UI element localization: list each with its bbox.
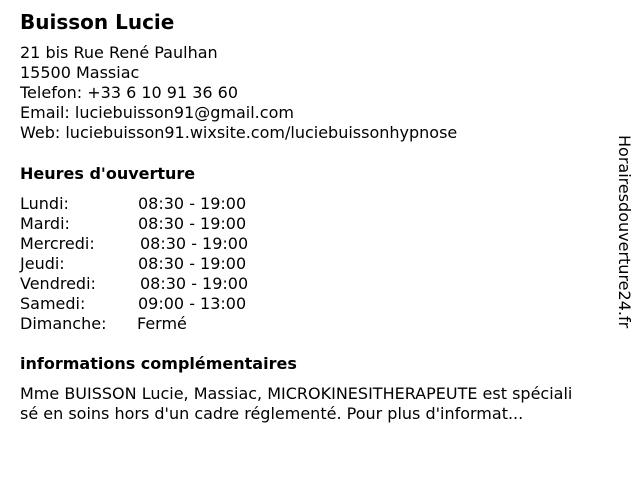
business-name: Buisson Lucie <box>20 10 175 34</box>
day-label: Vendredi: <box>20 274 96 293</box>
website-link[interactable]: Web: luciebuisson91.wixsite.com/luciebuissonhypnose <box>20 123 458 142</box>
info-line: sé en soins hors d'un cadre réglementé. Pour plus d'informat... <box>20 404 524 423</box>
day-label: Lundi: <box>20 194 69 213</box>
time-value: 08:30 - 19:00 <box>140 274 249 293</box>
day-label: Mardi: <box>20 214 70 233</box>
time-value: Fermé <box>137 314 187 333</box>
day-label: Mercredi: <box>20 234 95 253</box>
info-description <box>20 384 632 424</box>
contact-block <box>20 43 457 143</box>
email-address[interactable]: Email: luciebuisson91@gmail.com <box>20 103 294 122</box>
time-value: 08:30 - 19:00 <box>138 194 247 213</box>
phone-number[interactable]: Telefon: +33 6 10 91 36 60 <box>20 83 239 102</box>
address-street: 21 bis Rue René Paulhan <box>20 43 218 62</box>
site-watermark: Horairesdouverture24.fr <box>615 135 634 329</box>
hours-heading: Heures d'ouverture <box>20 164 196 183</box>
time-value: 08:30 - 19:00 <box>138 254 247 273</box>
info-heading: informations complémentaires <box>20 354 297 373</box>
address-city: 15500 Massiac <box>20 63 140 82</box>
day-label: Samedi: <box>20 294 86 313</box>
time-value: 08:30 - 19:00 <box>140 234 249 253</box>
time-value: 09:00 - 13:00 <box>138 294 247 313</box>
day-label: Dimanche: <box>20 314 107 333</box>
time-value: 08:30 - 19:00 <box>138 214 247 233</box>
day-label: Jeudi: <box>20 254 65 273</box>
info-line: Mme BUISSON Lucie, Massiac, MICROKINESITHERAPEUTE est spéciali <box>20 384 573 403</box>
